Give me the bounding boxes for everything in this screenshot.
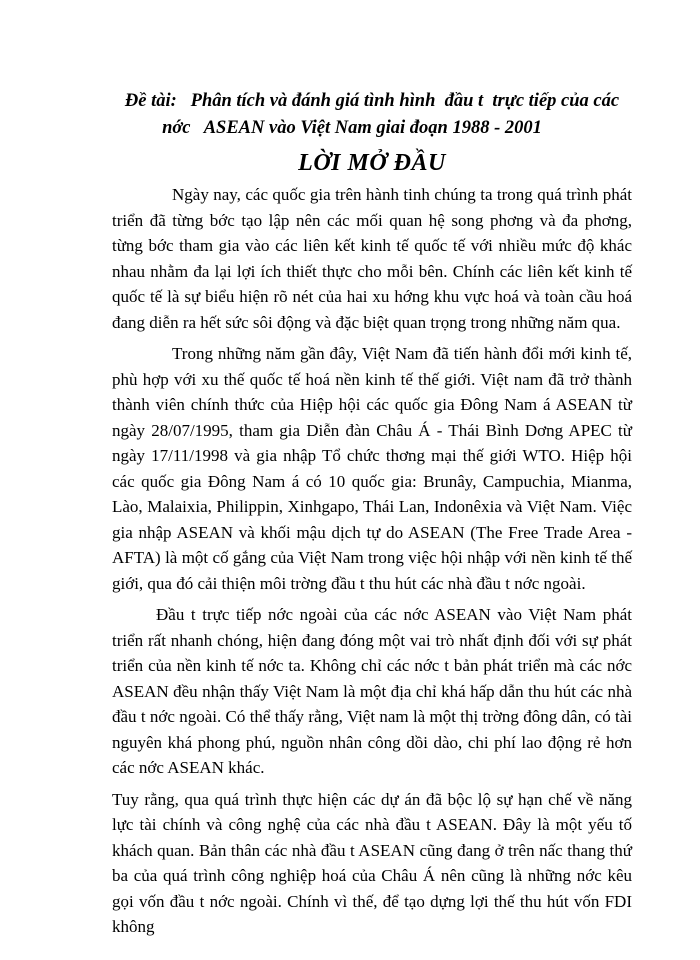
section-heading: LỜI MỞ ĐẦU bbox=[298, 150, 446, 176]
paragraph-1: Ngày nay, các quốc gia trên hành tinh chúng ta trong quá trình phát triển đã từng bớc tạo lập nên các mối quan hệ song phơng và đa phơng, từng bớc tham gia vào các liên kết kinh tế quốc tế với nhiều mức độ khác nhau nhằm đa lại lợi ích thiết thực cho mỗi bên. Chính các liên kết kinh tế quốc tế là sự biểu hiện rõ nét của hai xu hớng khu vực hoá và toàn cầu hoá đang diễn ra hết sức sôi động và đặc biệt quan trọng trong những năm qua. bbox=[112, 185, 632, 332]
paragraph-3: Đầu t trực tiếp nớc ngoài của các nớc ASEAN vào Việt Nam phát triển rất nhanh chóng, hiện đang đóng một vai trò nhất định đối với sự phát triển của nền kinh tế nớc ta. Không chỉ các nớc t bản phát triển mà các nớc ASEAN đều nhận thấy Việt Nam là một địa chỉ khá hấp dẫn thu hút các nhà đầu t nớc ngoài. Có thể thấy rằng, Việt nam là một thị trờng đông dân, có tài nguyên khá phong phú, nguồn nhân công dồi dào, chi phí lao động rẻ hơn các nớc ASEAN khác. bbox=[112, 605, 632, 777]
paragraph-2: Trong những năm gần đây, Việt Nam đã tiến hành đổi mới kinh tế, phù hợp với xu thế quốc tế hoá nền kinh tế thế giới. Việt nam đã trở thành thành viên chính thức của Hiệp hội các quốc gia Đông Nam á ASEAN từ ngày 28/07/1995, tham gia Diễn đàn Châu Á - Thái Bình Dơng APEC từ ngày 17/11/1998 và gia nhập Tổ chức thơng mại thế giới WTO. Hiệp hội các quốc gia Đông Nam á có 10 quốc gia: Brunây, Campuchia, Mianma, Lào, Malaixia, Philippin, Xinhgapo, Thái Lan, Indonêxia và Việt Nam. Việc gia nhập ASEAN và khối mậu dịch tự do ASEAN (The Free Trade Area -AFTA) là một cố gắng của Việt Nam trong việc hội nhập với nền kinh tế thế giới, qua đó cải thiện môi trờng đầu t thu hút các nhà đầu t nớc ngoài. bbox=[112, 344, 632, 593]
paragraph-4: Tuy rằng, qua quá trình thực hiện các dự án đã bộc lộ sự hạn chế về năng lực tài chính và công nghệ của các nhà đầu t ASEAN. Đây là một yếu tố khách quan. Bản thân các nhà đầu t ASEAN cũng đang ở trên nấc thang thứ ba của quá trình công nghiệp hoá của Châu Á nên cũng là những nớc kêu gọi vốn đầu t nớc ngoài. Chính vì thế, để tạo dựng lợi thế thu hút vốn FDI không bbox=[112, 789, 632, 936]
topic-line-1: Đề tài: Phân tích và đánh giá tình hình đầu t trực tiếp của các bbox=[124, 91, 620, 111]
topic-title bbox=[112, 88, 632, 142]
topic-line-2: nớc ASEAN vào Việt Nam giai đoạn 1988 - 2001 bbox=[162, 118, 542, 138]
